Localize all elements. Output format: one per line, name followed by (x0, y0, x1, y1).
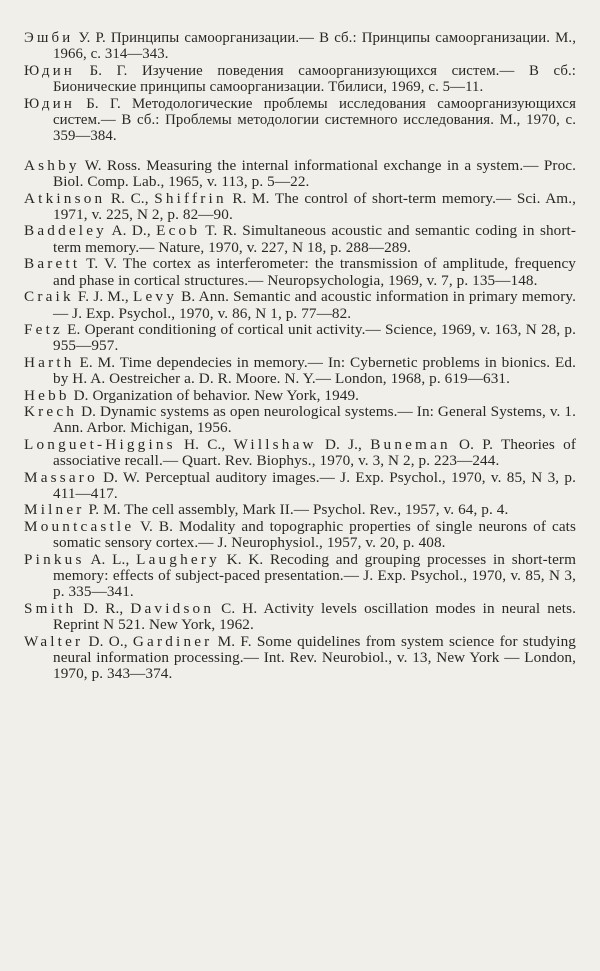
latin-references (24, 158, 576, 683)
reference-text: D. R., (76, 599, 131, 617)
reference-text: R. M. The control of short-term memory.— Sci. Am., 1971, v. 225, N 2, p. 82—90. (53, 189, 577, 224)
reference-text: R. C., (105, 189, 155, 207)
reference-coauthor: Willshaw (233, 435, 317, 453)
reference-text: V. B. Modality and topographic properties of single neurons of cats somatic sensory cortex.— J. Neurophysiol., 1957, v. 20, p. 408. (53, 517, 576, 552)
reference-author: Craik (24, 288, 74, 306)
reference-author: Hebb (24, 386, 70, 404)
reference-text: T. V. The cortex as interferometer: the transmission of amplitude, frequency and phase in cortical structures.— Neuropsychologia, 1969, v. 7, p. 135—148. (53, 255, 576, 289)
reference-entry (24, 322, 576, 355)
reference-text: K. K. Recoding and grouping processes in short-term memory: effects of subject-paced presentation.— J. Exp. Psychol., 1970, v. 85, N 3, p. 335—341. (53, 550, 576, 601)
reference-author: Эшби (24, 30, 74, 46)
reference-entry (24, 519, 576, 552)
reference-author: Юдин (24, 62, 76, 79)
reference-entry (24, 191, 576, 224)
reference-entry (24, 158, 576, 191)
reference-text: T. R. Simultaneous acoustic and semantic coding in short-term memory.— Nature, 1970, v. 227, N 18, p. 288—289. (53, 222, 576, 256)
reference-author: Krech (24, 402, 78, 420)
reference-entry (24, 552, 576, 601)
reference-entry (24, 388, 576, 404)
reference-author: Barett (24, 255, 81, 273)
reference-author: Massaro (24, 468, 98, 486)
russian-references (24, 30, 576, 145)
reference-entry (24, 437, 576, 470)
reference-text: D. W. Perceptual auditory images.— J. Exp. Psychol., 1970, v. 85, N 3, p. 411—417. (53, 468, 576, 502)
reference-text: F. J. M., (73, 288, 133, 306)
reference-text: Б. Г. Изучение поведения самоорганизующихся систем.— В сб.: Бионические принципы самоорганизации. Тбилиси, 1969, с. 5—11. (53, 62, 576, 96)
reference-text: A. D., (106, 222, 157, 240)
reference-text: У. Р. Принципы самоорганизации.— В сб.: Принципы самоорганизации. М., 1966, с. 314—343. (53, 30, 576, 63)
reference-author: Baddeley (24, 222, 107, 240)
reference-text: E. Operant conditioning of cortical unit activity.— Science, 1969, v. 163, N 28, p. 955—957. (53, 320, 576, 355)
reference-text: E. M. Time dependecies in memory.— In: Cybernetic problems in bionics. Ed. by H. A. Oestreicher a. D. R. Moore. N. Y.— London, 1968, p. 619—631. (53, 353, 576, 388)
reference-author: Mountcastle (24, 517, 135, 535)
reference-text: B. Ann. Semantic and acoustic information in primary memory.— J. Exp. Psychol., 1970, v. 86, N 1, p. 77—82. (53, 288, 577, 322)
reference-author: Atkinson (24, 189, 106, 207)
reference-text: H. C., (175, 435, 234, 453)
reference-text: D. Organization of behavior. New York, 1949. (69, 386, 360, 404)
reference-text: O. P. Theories of associative recall.— Quart. Rev. Biophys., 1970, v. 3, N 2, p. 223—244. (53, 435, 577, 470)
reference-entry (24, 355, 576, 388)
reference-coauthor: Buneman (370, 435, 451, 453)
reference-entry (24, 289, 576, 322)
reference-author: Walter (24, 632, 84, 650)
reference-text: D. Dynamic systems as open neurological systems.— In: General Systems, v. 1. Ann. Arbor. Michigan, 1956. (53, 402, 576, 437)
reference-author: Юдин (24, 95, 76, 112)
reference-coauthor: Ecob (156, 222, 201, 240)
reference-entry (24, 634, 576, 683)
reference-entry (24, 30, 576, 63)
reference-text: M. F. Some quidelines from system science for studying neural information processing.— Int. Rev. Neurobiol., v. 13, New York — London, 1970, p. 343—374. (53, 632, 576, 683)
reference-author: Fetz (24, 320, 63, 338)
reference-entry (24, 96, 576, 145)
reference-author: Ashby (24, 156, 80, 174)
reference-entry (24, 502, 576, 518)
reference-author: Smith (24, 599, 77, 617)
reference-entry (24, 404, 576, 437)
reference-entry (24, 256, 576, 289)
reference-coauthor: Gardiner (132, 632, 213, 650)
reference-entry (24, 63, 576, 96)
reference-text: D. J., (316, 435, 371, 453)
reference-coauthor: Davidson (130, 599, 215, 617)
reference-author: Milner (24, 501, 85, 519)
reference-text: W. Ross. Measuring the internal informational exchange in a system.— Proc. Biol. Comp. Lab., 1965, v. 113, p. 5—22. (53, 156, 576, 191)
reference-text: P. M. The cell assembly, Mark II.— Psychol. Rev., 1957, v. 64, p. 4. (84, 501, 509, 519)
reference-author: Pinkus (24, 550, 85, 568)
reference-coauthor: Laughery (136, 550, 220, 568)
reference-author: Harth (24, 353, 75, 371)
reference-coauthor: Shiffrin (154, 189, 227, 207)
reference-text: C. H. Activity levels oscillation modes in neural nets. Reprint N 521. New York, 1962. (53, 599, 576, 634)
reference-text: D. O., (83, 632, 133, 650)
reference-entry (24, 601, 576, 634)
reference-coauthor: Levy (132, 288, 177, 306)
reference-entry (24, 223, 576, 256)
reference-text: Б. Г. Методологические проблемы исследования самоорганизующихся систем.— В сб.: Проблемы методологии системного исследования. М., 1970, с. 359—384. (53, 95, 576, 145)
reference-author: Longuet-Higgins (24, 435, 176, 453)
reference-entry (24, 470, 576, 503)
reference-text: A. L., (84, 550, 137, 568)
